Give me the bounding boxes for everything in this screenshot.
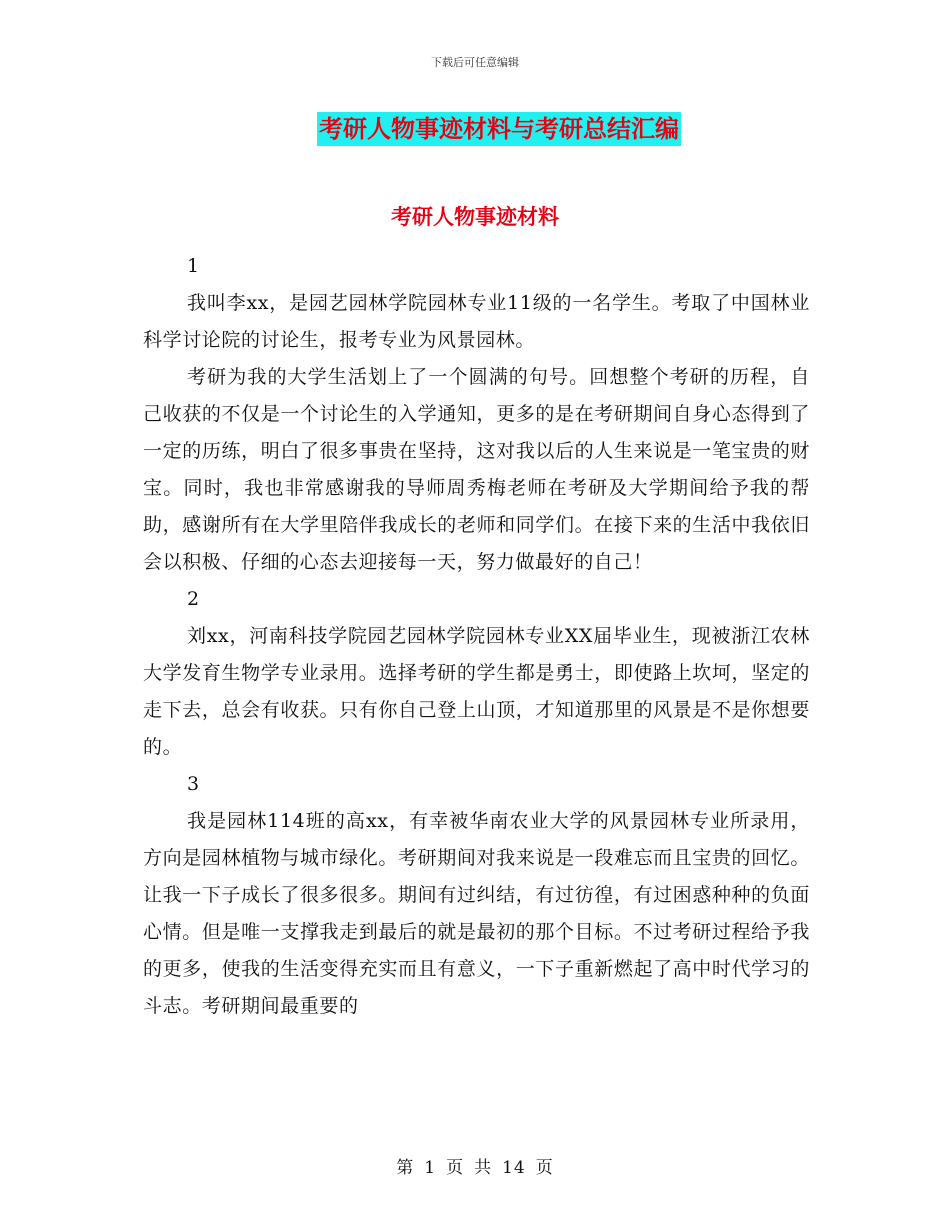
main-title: 考研人物事迹材料与考研总结汇编 [317, 112, 681, 146]
section-number: 3 [187, 773, 200, 795]
section-subtitle: 考研人物事迹材料 [391, 204, 559, 229]
current-page-number: 1 [424, 1158, 437, 1178]
download-note: 下载后可任意编辑 [431, 56, 519, 69]
main-title-container [0, 112, 950, 146]
paragraph: 我叫李xx，是园艺园林学院园林专业11级的一名学生。考取了中国林业科学讨论院的讨论生，报考专业为风景园林。 [143, 292, 810, 351]
footer-suffix: 页 [535, 1158, 554, 1178]
footer-prefix: 第 [396, 1158, 415, 1178]
footer-total-word: 共 [474, 1158, 493, 1178]
page-footer [0, 1153, 950, 1178]
paragraph: 我是园林114班的高xx，有幸被华南农业大学的风景园林专业所录用，方向是园林植物与城市绿化。考研期间对我来说是一段难忘而且宝贵的回忆。让我一下子成长了很多很多。期间有过纠结，有过彷徨，有过困惑种种的负面心情。但是唯一支撑我走到最后的就是最初的那个目标。不过考研过程给予我的更多，使我的生活变得充实而且有意义，一下子重新燃起了高中时代学习的斗志。考研期间最重要的 [143, 810, 810, 1017]
section-number: 1 [187, 255, 200, 277]
footer-page-word: 页 [446, 1158, 465, 1178]
section-number: 2 [187, 588, 200, 610]
paragraph: 刘xx，河南科技学院园艺园林学院园林专业XX届毕业生，现被浙江农林大学发育生物学专业录用。选择考研的学生都是勇士，即使路上坎坷，坚定的走下去，总会有收获。只有你自己登上山顶，才知道那里的风景是不是你想要的。 [143, 625, 810, 758]
total-pages-number: 14 [502, 1158, 526, 1178]
paragraph: 考研为我的大学生活划上了一个圆满的句号。回想整个考研的历程，自己收获的不仅是一个讨论生的入学通知，更多的是在考研期间自身心态得到了一定的历练，明白了很多事贵在坚持，这对我以后的人生来说是一笔宝贵的财宝。同时，我也非常感谢我的导师周秀梅老师在考研及大学期间给予我的帮助，感谢所有在大学里陪伴我成长的老师和同学们。在接下来的生活中我依旧会以积极、仔细的心态去迎接每一天，努力做最好的自己！ [143, 366, 810, 573]
document-body [143, 248, 810, 1025]
